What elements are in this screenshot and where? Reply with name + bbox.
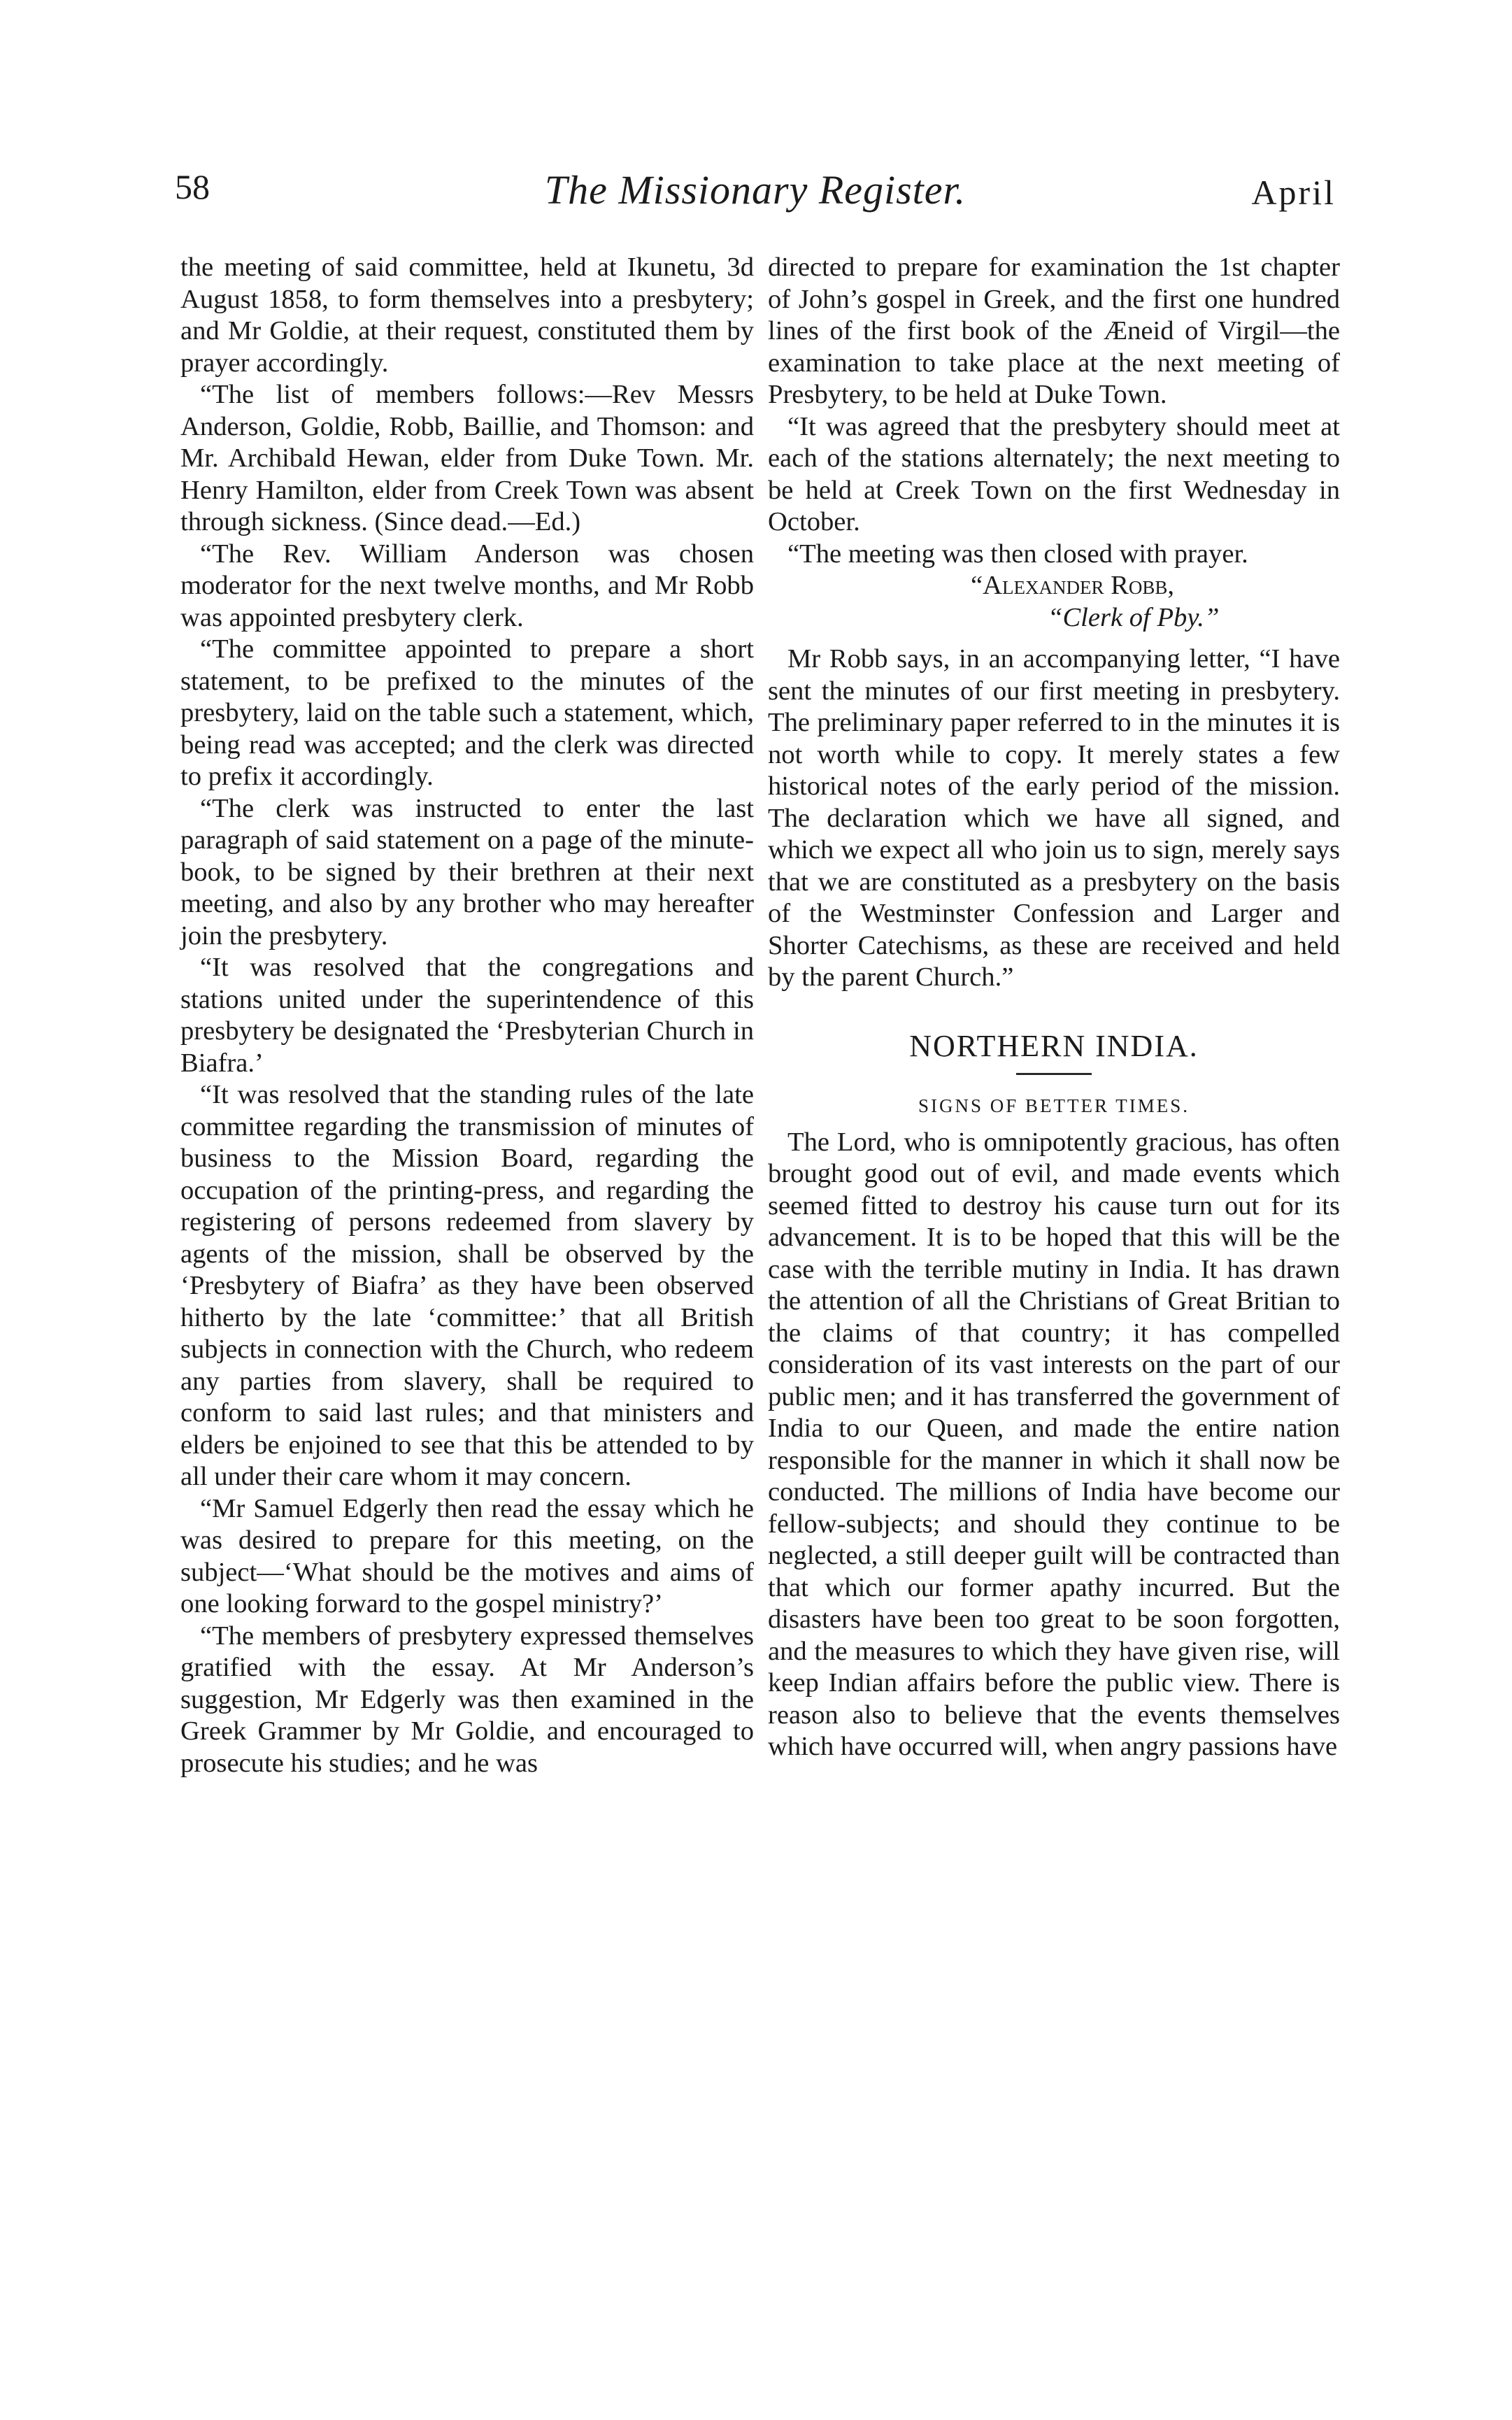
paragraph: “The list of members follows:—Rev Messrs Anderson, Goldie, Robb, Baillie, and Thomson: and Mr. Archibald Hewan, elder from Duke Town. Mr. Henry Hamilton, elder from Creek Town was absent through sickness. (Since dead.—Ed.) [180, 380, 754, 536]
heading-rule [1016, 1073, 1092, 1075]
paragraph: Mr Robb says, in an accompanying letter, “I have sent the minutes of our first meeting in presbytery. The preliminary paper referred to in the minutes it is not worth while to copy. It merely states a few historical notes of the early period of the mission. The declaration which we have all signed, and which we expect all who join us to sign, merely says that we are constituted as a presbytery on the basis of the Westminster Confession and Larger and Shorter Catechisms, as these are received and held by the parent Church.” [768, 644, 1340, 992]
paragraph: “Mr Samuel Edgerly then read the essay which he was desired to prepare for this meeting, on the subject—‘What should be the motives and aims of one looking forward to the gospel ministry?’ [180, 1493, 754, 1618]
paragraph: “It was resolved that the standing rules of the late committee regarding the transmission of minutes of business to the Mission Board, regarding the occupation of the printing-press, and regarding the registering of persons redeemed from slavery by agents of the mission, shall be observed by the ‘Presbytery of Biafra’ as they have been observed hitherto by the late ‘committee:’ that all British subjects in connection with the Church, who redeem any parties from slavery, shall be required to conform to said last rules; and that ministers and elders be enjoined to see that this be attended to by all under their care whom it may concern. [180, 1080, 754, 1491]
right-column [768, 252, 1340, 1763]
paragraph: “It was resolved that the congregations and stations united under the superintendence of this presbytery be designated the ‘Presbyterian Church in Biafra.’ [180, 953, 754, 1078]
page-number: 58 [175, 167, 210, 206]
paragraph: the meeting of said committee, held at Ikunetu, 3d August 1858, to form themselves into a presbytery; and Mr Goldie, at their request, constituted them by prayer accordingly. [180, 252, 754, 378]
page-header [175, 166, 1336, 222]
signature-title: “Clerk of Pby.” [1048, 602, 1220, 632]
section-subheading: SIGNS OF BETTER TIMES. [918, 1095, 1190, 1116]
signature-name: “Alexander Robb, [971, 571, 1175, 600]
left-column [180, 252, 754, 1779]
running-title: The Missionary Register. [544, 167, 967, 213]
paragraph: “The clerk was instructed to enter the last paragraph of said statement on a page of the minute-book, to be signed by their brethren at their next meeting, and also by any brother who may hereafter join the presbytery. [180, 793, 754, 951]
paragraph: The Lord, who is omnipotently gracious, has often brought good out of evil, and made events which seemed fitted to destroy his cause turn out for its advancement. It is to be hoped that this will be the case with the terrible mutiny in India. It has drawn the attention of all the Christians of Great Britian to the claims of that country; it has compelled consideration of its vast interests on the part of our public men; and it has transferred the government of India to our Queen, and made the entire nation responsible for the manner in which it shall now be conducted. The millions of India have become our fellow-subjects; and should they continue to be neglected, a still deeper guilt will be contracted than that which our former apathy incurred. But the disasters have been too great to be soon forgotten, and the measures to which they have given rise, will keep Indian affairs before the public view. There is reason also to believe that the events themselves which have occurred will, when angry passions have [768, 1127, 1340, 1761]
running-month: April [1251, 173, 1336, 212]
paragraph: directed to prepare for examination the 1st chapter of John’s gospel in Greek, and the first one hundred lines of the first book of the Æneid of Virgil—the examination to take place at the next meeting of Presbytery, to be held at Duke Town. [768, 252, 1340, 409]
paragraph: “The meeting was then closed with prayer. [787, 539, 1248, 569]
paragraph: “The members of presbytery expressed themselves gratified with the essay. At Mr Anderson’s suggestion, Mr Edgerly was then examined in the Greek Grammer by Mr Goldie, and encouraged to prosecute his studies; and he was [180, 1621, 754, 1778]
paragraph: “It was agreed that the presbytery should meet at each of the stations alternately; the next meeting to be held at Creek Town on the first Wednesday in October. [768, 411, 1340, 536]
section-heading: NORTHERN INDIA. [909, 1028, 1199, 1063]
paragraph: “The committee appointed to prepare a short statement, to be prefixed to the minutes of the presbytery, laid on the table such a statement, which, being read was accepted; and the clerk was directed to prefix it accordingly. [180, 634, 754, 791]
paragraph: “The Rev. William Anderson was chosen moderator for the next twelve months, and Mr Robb was appointed presbytery clerk. [180, 539, 754, 632]
